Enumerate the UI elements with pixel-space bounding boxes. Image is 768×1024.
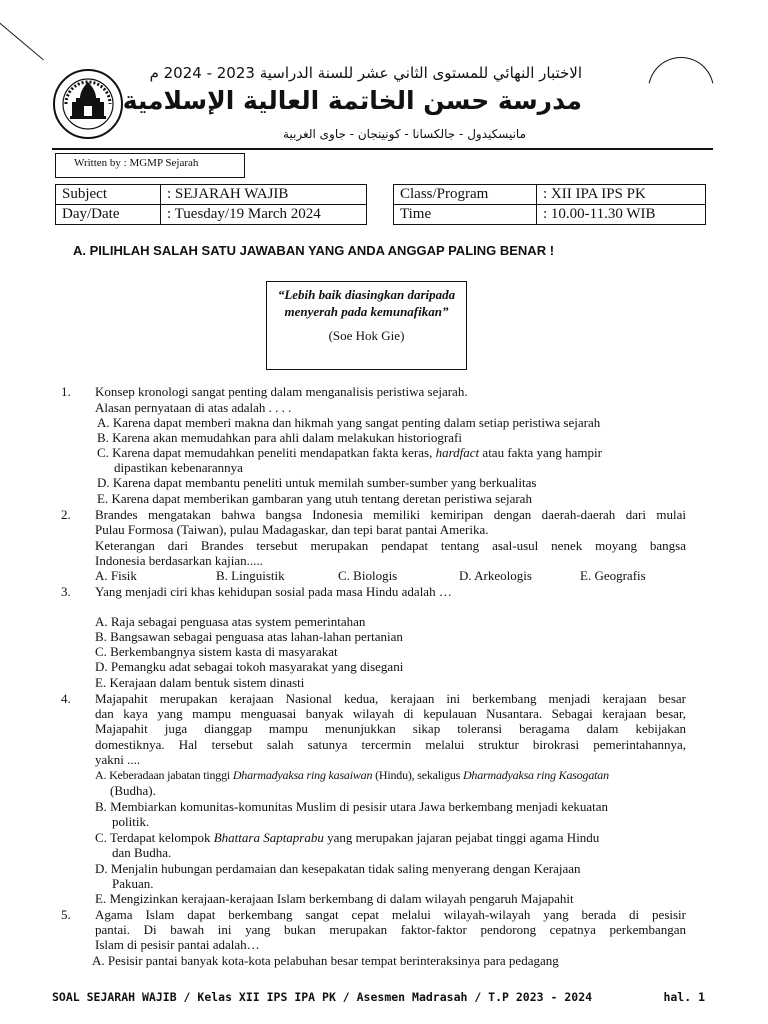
option-b: B. Linguistik: [216, 568, 285, 583]
option-a-continued: (Budha).: [110, 783, 156, 798]
option-d: D. Karena dapat membantu peneliti untuk memilah sumber-sumber yang berkualitas: [97, 475, 537, 490]
option-c-continued: dan Budha.: [112, 845, 172, 860]
option-d: D. Pemangku adat sebagai tokoh masyarakat yang disegani: [95, 659, 404, 674]
option-a: A. Raja sebagai penguasa atas system pemerintahan: [95, 614, 366, 629]
arabic-exam-title: الاختبار النهائي للمستوى الثاني عشر للسنة الدراسية 2023 - 2024 م: [149, 64, 582, 82]
option-b: B. Membiarkan komunitas-komunitas Muslim di pesisir utara Jawa berkembang menjadi kekuatan: [95, 799, 609, 814]
option-e: E. Mengizinkan kerajaan-kerajaan Islam berkembang di dalam wilayah pengaruh Majapahit: [95, 891, 574, 906]
question-text: Majapahit merupakan kerajaan Nasional kedua, kerajaan ini berkembang menjadi kerajaan besar: [95, 691, 686, 706]
quote-author: (Soe Hok Gie): [328, 328, 405, 343]
question-text: Yang menjadi ciri khas kehidupan sosial pada masa Hindu adalah …: [95, 584, 452, 599]
question-text: Alasan pernyataan di atas adalah . . . .: [95, 400, 292, 415]
option-d-continued: Pakuan.: [112, 876, 154, 891]
class-label: Class/Program: [393, 184, 537, 205]
question-text: Majapahit juga dianggap mampu menunjukkan sikap toleransi beragama dalam kebijakan: [95, 721, 686, 736]
circle-arc-decoration: [648, 57, 714, 123]
header-divider: [52, 148, 713, 150]
question-text: yakni ....: [95, 752, 141, 767]
option-a: A. Pesisir pantai banyak kota-kota pelabuhan besar tempat berinteraksinya para pedagang: [92, 953, 559, 968]
question-text: Brandes mengatakan bahwa bangsa Indonesia memiliki kemiripan dengan daerah-daerah dari mulai: [95, 507, 686, 522]
question-text: domestiknya. Hal tersebut salah satunya tercermin melalui struktur birokrasi pemerintahannya,: [95, 737, 686, 752]
question-number: 3.: [61, 584, 71, 599]
question-number: 2.: [61, 507, 71, 522]
quote-text: “Lebih baik diasingkan daripada menyerah pada kemunafikan”: [277, 287, 456, 319]
option-a: A. Karena dapat memberi makna dan hikmah yang sangat penting dalam setiap peristiwa sejarah: [97, 415, 601, 430]
corner-line-decoration: [0, 21, 44, 60]
option-b-continued: politik.: [112, 814, 150, 829]
subject-value: : SEJARAH WAJIB: [160, 184, 367, 205]
option-c-continued: dipastikan kebenarannya: [114, 460, 243, 475]
school-logo: [52, 68, 124, 140]
arabic-school-name: مدرسة حسن الخاتمة العالية الإسلامية: [122, 86, 582, 115]
option-d: D. Menjalin hubungan perdamaian dan kesepakatan tidak saling menyerang dengan Kerajaan: [95, 861, 581, 876]
written-by: Written by : MGMP Sejarah: [55, 153, 245, 178]
option-e: E. Kerajaan dalam bentuk sistem dinasti: [95, 675, 305, 690]
option-c: C. Terdapat kelompok Bhattara Saptaprabu yang merupakan jajaran pejabat tinggi agama Hindu: [95, 830, 600, 845]
option-c: C. Biologis: [338, 568, 398, 583]
arabic-address: مانيسكيدول - جالكسانا - كونينجان - جاوى الغربية: [283, 127, 526, 141]
question-text: Pulau Formosa (Taiwan), pulau Madagaskar, dan tepi barat pantai Amerika.: [95, 522, 489, 537]
option-a: A. Fisik: [95, 568, 137, 583]
question-text: Konsep kronologi sangat penting dalam menganalisis peristiwa sejarah.: [95, 384, 468, 399]
option-a: A. Keberadaan jabatan tinggi Dharmadyaksa ring kasaiwan (Hindu), sekaligus Dharmadyaksa ring Kasogatan: [95, 768, 609, 782]
class-value: : XII IPA IPS PK: [536, 184, 706, 205]
option-e: E. Karena dapat memberikan gambaran yang utuh tentang deretan peristiwa sejarah: [97, 491, 532, 506]
question-text: Agama Islam dapat berkembang sangat cepat melalui wilayah-wilayah yang berada di pesisir: [95, 907, 686, 922]
page-number: hal. 1: [663, 990, 705, 1004]
quote-box: [266, 281, 467, 370]
option-b: B. Karena akan memudahkan para ahli dalam melakukan historiografi: [97, 430, 462, 445]
footer-text: SOAL SEJARAH WAJIB / Kelas XII IPS IPA PK / Asesmen Madrasah / T.P 2023 - 2024: [52, 990, 593, 1004]
question-text: Indonesia berdasarkan kajian.....: [95, 553, 263, 568]
day-date-value: : Tuesday/19 March 2024: [160, 204, 367, 225]
subject-label: Subject: [55, 184, 161, 205]
time-label: Time: [393, 204, 537, 225]
option-b: B. Bangsawan sebagai penguasa atas lahan-lahan pertanian: [95, 629, 403, 644]
question-text: Islam di pesisir pantai adalah…: [95, 937, 260, 952]
page-footer: [52, 990, 713, 1004]
question-number: 4.: [61, 691, 71, 706]
option-e: E. Geografis: [580, 568, 646, 583]
question-text: dan kaya yang mampu menguasai banyak wilayah di kepulauan Nusantara. Sebagai kerajaan besar,: [95, 706, 686, 721]
option-c: C. Berkembangnya sistem kasta di masyarakat: [95, 644, 338, 659]
section-heading: A. PILIHLAH SALAH SATU JAWABAN YANG ANDA ANGGAP PALING BENAR !: [73, 243, 555, 258]
day-date-label: Day/Date: [55, 204, 161, 225]
question-text: pantai. Di bawah ini yang bukan merupakan faktor-faktor pendorong cepatnya perkembangan: [95, 922, 686, 937]
question-number: 1.: [61, 384, 71, 399]
question-number: 5.: [61, 907, 71, 922]
question-text: Keterangan dari Brandes tersebut merupakan pendapat tentang asal-usul nenek moyang bangsa: [95, 538, 686, 553]
option-d: D. Arkeologis: [459, 568, 532, 583]
time-value: : 10.00-11.30 WIB: [536, 204, 706, 225]
option-c: C. Karena dapat memudahkan peneliti mendapatkan fakta keras, hardfact atau fakta yang hampir: [97, 445, 602, 460]
